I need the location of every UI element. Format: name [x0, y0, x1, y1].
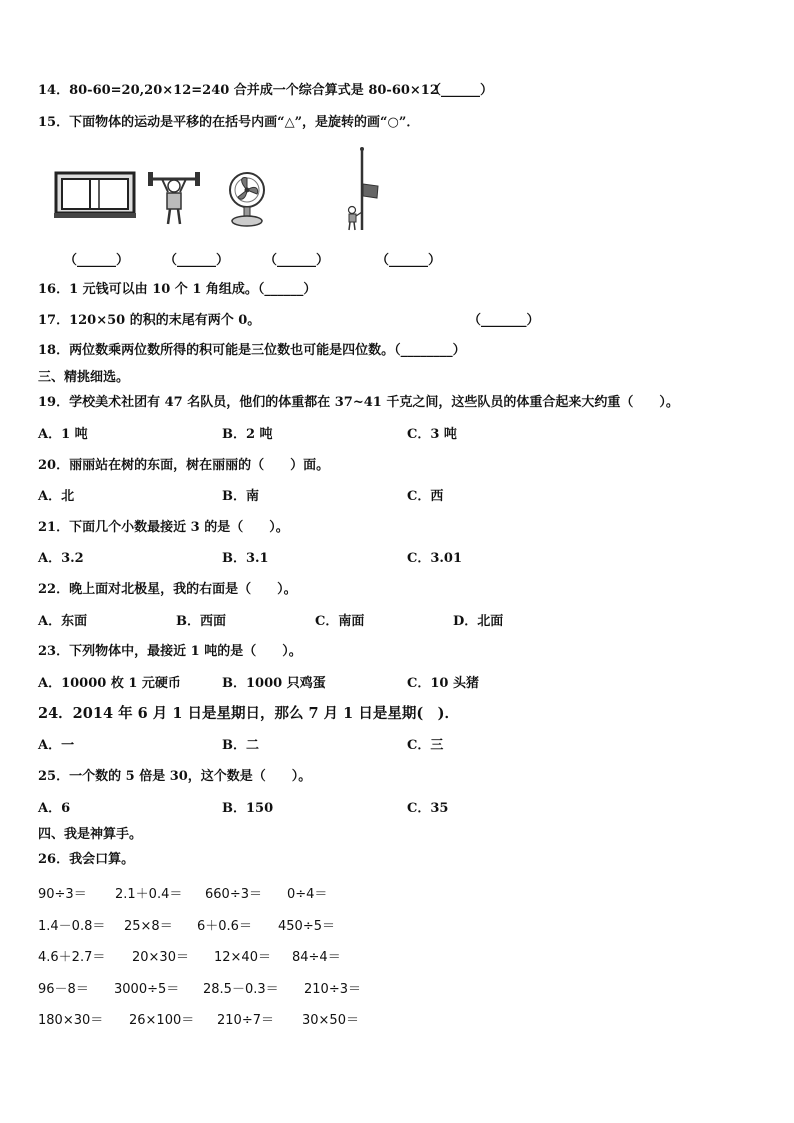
q21-option-c[interactable]: C．3.01: [407, 551, 463, 566]
q21-option-a[interactable]: A．3.2: [38, 551, 84, 566]
window-icon: [54, 171, 136, 219]
q22-option-b[interactable]: B．西面: [176, 614, 226, 629]
question-15-pictures: [50, 146, 410, 236]
calc-item[interactable]: 12×40＝: [214, 950, 271, 965]
question-24-text: 24．2014 年 6 月 1 日是星期日，那么 7 月 1 日是星期( )．: [38, 705, 460, 722]
question-15-blank-1[interactable]: （______）: [64, 253, 130, 268]
calc-item[interactable]: 96－8＝: [38, 982, 89, 997]
calc-item[interactable]: 3000÷5＝: [114, 982, 180, 997]
calc-item[interactable]: 660÷3＝: [205, 887, 262, 902]
calc-item[interactable]: 210÷3＝: [304, 982, 361, 997]
calc-item[interactable]: 84÷4＝: [292, 950, 341, 965]
calc-item[interactable]: 2.1＋0.4＝: [115, 887, 183, 902]
q20-option-b[interactable]: B．南: [222, 489, 259, 504]
q19-option-b[interactable]: B．2 吨: [222, 427, 273, 442]
question-14-blank[interactable]: （______）: [428, 83, 494, 98]
calc-item[interactable]: 28.5－0.3＝: [203, 982, 279, 997]
question-15-blank-4[interactable]: （______）: [376, 253, 442, 268]
calc-item[interactable]: 30×50＝: [302, 1013, 359, 1028]
q23-option-b[interactable]: B．1000 只鸡蛋: [222, 676, 326, 691]
q25-option-b[interactable]: B．150: [222, 801, 274, 816]
calc-item[interactable]: 25×8＝: [124, 919, 173, 934]
calc-item[interactable]: 1.4－0.8＝: [38, 919, 106, 934]
calc-item[interactable]: 180×30＝: [38, 1013, 104, 1028]
q23-option-c[interactable]: C．10 头猪: [407, 676, 479, 691]
question-21-text: 21．下面几个小数最接近 3 的是（ ）。: [38, 520, 289, 535]
calc-item[interactable]: 6＋0.6＝: [197, 919, 252, 934]
section-4-heading: 四、我是神算手。: [38, 827, 143, 842]
q22-option-a[interactable]: A．东面: [38, 614, 88, 629]
calc-item[interactable]: 20×30＝: [132, 950, 189, 965]
q22-option-c[interactable]: C．南面: [315, 614, 365, 629]
question-18-text: 18．两位数乘两位数所得的积可能是三位数也可能是四位数。（________）: [38, 343, 466, 358]
question-20-text: 20．丽丽站在树的东面，树在丽丽的（ ）面。: [38, 458, 330, 473]
q24-option-a[interactable]: A．一: [38, 738, 75, 753]
calc-item[interactable]: 4.6＋2.7＝: [38, 950, 106, 965]
q24-option-b[interactable]: B．二: [222, 738, 259, 753]
question-17-text: 17．120×50 的积的末尾有两个 0。: [38, 313, 261, 328]
q21-option-b[interactable]: B．3.1: [222, 551, 269, 566]
fan-icon: [224, 170, 270, 228]
question-14: [38, 82, 494, 100]
q25-option-c[interactable]: C．35: [407, 801, 449, 816]
q19-option-a[interactable]: A．1 吨: [38, 427, 88, 442]
question-16-text: 16．1 元钱可以由 10 个 1 角组成。（______）: [38, 282, 317, 297]
calc-item[interactable]: 450÷5＝: [278, 919, 335, 934]
calc-item[interactable]: 0÷4＝: [287, 887, 328, 902]
question-15-text: 15．下面物体的运动是平移的在括号内画“△”，是旋转的画“○”．: [38, 115, 420, 130]
question-22-text: 22．晚上面对北极星，我的右面是（ ）。: [38, 582, 297, 597]
weightlifter-icon: [146, 166, 202, 228]
q25-option-a[interactable]: A．6: [38, 801, 71, 816]
calc-item[interactable]: 210÷7＝: [217, 1013, 274, 1028]
flag-raising-icon: [340, 146, 380, 232]
q19-option-c[interactable]: C．3 吨: [407, 427, 457, 442]
question-15-blank-2[interactable]: （______）: [164, 253, 230, 268]
question-17: [38, 312, 540, 330]
q20-option-a[interactable]: A．北: [38, 489, 75, 504]
q24-option-c[interactable]: C．三: [407, 738, 444, 753]
question-19-text: 19．学校美术社团有 47 名队员，他们的体重都在 37~41 千克之间，这些队员的体重合起来大约重（ ）。: [38, 395, 679, 410]
question-23-text: 23．下列物体中，最接近 1 吨的是（ ）。: [38, 644, 302, 659]
question-15-blank-3[interactable]: （______）: [264, 253, 330, 268]
section-3-heading: 三、精挑细选。: [38, 370, 130, 385]
question-14-text: 14．80-60=20,20×12=240 合并成一个综合算式是 80-60×12: [38, 83, 439, 98]
calc-item[interactable]: 90÷3＝: [38, 887, 87, 902]
question-25-text: 25．一个数的 5 倍是 30，这个数是（ ）。: [38, 769, 312, 784]
q22-option-d[interactable]: D．北面: [453, 614, 504, 629]
q20-option-c[interactable]: C．西: [407, 489, 444, 504]
question-17-blank[interactable]: （_______）: [468, 313, 540, 328]
calc-item[interactable]: 26×100＝: [129, 1013, 195, 1028]
q23-option-a[interactable]: A．10000 枚 1 元硬币: [38, 676, 181, 691]
question-26-text: 26．我会口算。: [38, 852, 135, 867]
